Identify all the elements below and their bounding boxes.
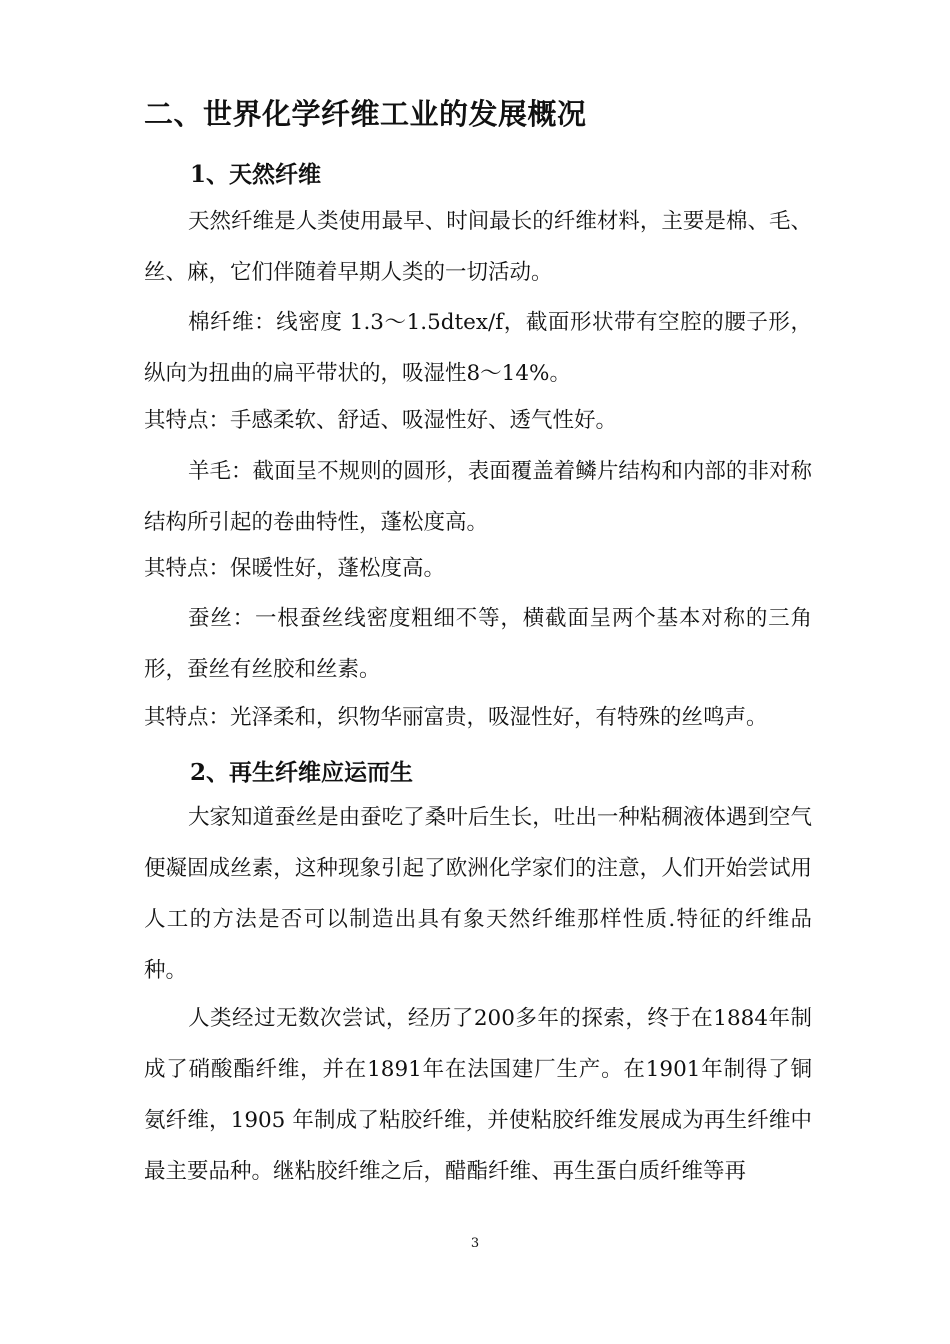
section-title-natural-fiber: 1、天然纤维 <box>190 161 322 188</box>
paragraph-regenerated-history: 人类经过无数次尝试，经历了200多年的探索，终于在1884年制成了硝酸酯纤维，并在1891年在法国建厂生产。在1901年制得了铜氨纤维，1905 年制成了粘胶纤维，并使粘胶纤维发展成为再生纤维中最主要品种。继粘胶纤维之后，醋酯纤维、再生蛋白质纤维等再 <box>144 1006 812 1184</box>
paragraph-wool: 羊毛：截面呈不规则的圆形，表面覆盖着鳞片结构和内部的非对称结构所引起的卷曲特性，蓬松度高。 <box>144 459 812 535</box>
page-title: 二、世界化学纤维工业的发展概况 <box>144 97 587 131</box>
paragraph-silk: 蚕丝：一根蚕丝线密度粗细不等，横截面呈两个基本对称的三角形，蚕丝有丝胶和丝素。 <box>144 606 812 682</box>
paragraph-wool-features: 其特点：保暖性好，蓬松度高。 <box>144 556 446 581</box>
paragraph-cotton-features: 其特点：手感柔软、舒适、吸湿性好、透气性好。 <box>144 408 618 433</box>
paragraph-regenerated-origin: 大家知道蚕丝是由蚕吃了桑叶后生长，吐出一种粘稠液体遇到空气便凝固成丝素，这种现象引起了欧洲化学家们的注意，人们开始尝试用人工的方法是否可以制造出具有象天然纤维那样性质.特征的纤维品种。 <box>144 805 812 983</box>
paragraph-natural-fiber-intro: 天然纤维是人类使用最早、时间最长的纤维材料，主要是棉、毛、丝、麻，它们伴随着早期人类的一切活动。 <box>144 209 812 285</box>
page-number: 3 <box>470 1236 480 1251</box>
paragraph-silk-features: 其特点：光泽柔和，织物华丽富贵，吸湿性好，有特殊的丝鸣声。 <box>144 705 768 730</box>
paragraph-cotton: 棉纤维：线密度 1.3～1.5dtex/f，截面形状带有空腔的腰子形，纵向为扭曲的扁平带状的，吸湿性8～14%。 <box>144 310 812 386</box>
section-title-regenerated-fiber: 2、再生纤维应运而生 <box>190 759 414 786</box>
